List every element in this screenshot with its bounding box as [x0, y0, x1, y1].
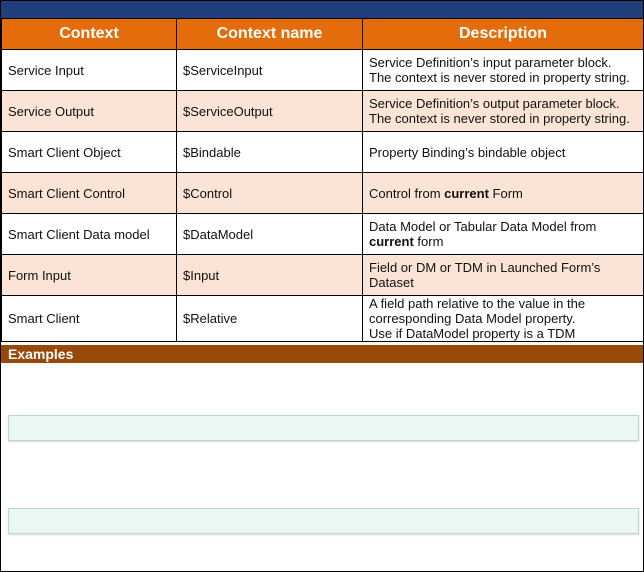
description-text: Use if DataModel property is a TDM [369, 326, 576, 341]
description-emphasis: current [369, 234, 414, 249]
cell-context-name: $Bindable [177, 132, 363, 173]
cell-context-name: $Control [177, 173, 363, 214]
cell-context: Smart Client Object [2, 132, 177, 173]
examples-header: Examples [1, 345, 643, 363]
description-text: Control from [369, 185, 445, 201]
description-text: Field or DM or TDM in Launched Form’s [369, 260, 601, 275]
cell-context: Service Output [2, 91, 177, 132]
cell-context: Smart Client Control [2, 173, 177, 214]
cell-description [363, 255, 644, 296]
cell-context: Service Input [2, 50, 177, 91]
description-text: Service Definition’s input parameter block. [369, 55, 612, 70]
cell-context: Smart Client [2, 296, 177, 342]
table-header-row [2, 19, 644, 50]
cell-description [363, 91, 644, 132]
description-text: Form [488, 185, 523, 201]
cell-context-name: $DataModel [177, 214, 363, 255]
cell-context: Form Input [2, 255, 177, 296]
context-table [1, 18, 644, 342]
header-description: Description [363, 19, 644, 50]
header-context-name: Context name [177, 19, 363, 50]
cell-description [363, 132, 644, 173]
cell-context-name: $Relative [177, 296, 363, 342]
description-text: form [413, 234, 444, 249]
description-text: The context is never stored in property string. [369, 70, 630, 85]
cell-context-name: $ServiceOutput [177, 91, 363, 132]
table-row [2, 91, 644, 132]
cell-context-name: $Input [177, 255, 363, 296]
description-text: Dataset [369, 275, 414, 290]
example-box-1 [8, 415, 639, 441]
header-context: Context [2, 19, 177, 50]
table-row [2, 132, 644, 173]
example-box-2 [8, 508, 639, 534]
cell-description [363, 173, 644, 214]
cell-description [363, 296, 644, 342]
table-row [2, 214, 644, 255]
cell-description [363, 50, 644, 91]
description-emphasis: current [444, 185, 489, 201]
cell-context: Smart Client Data model [2, 214, 177, 255]
cell-context-name: $ServiceInput [177, 50, 363, 91]
cell-description [363, 214, 644, 255]
table-row [2, 50, 644, 91]
table-row [2, 173, 644, 214]
description-text: corresponding Data Model property. [369, 311, 576, 326]
description-text: The context is never stored in property string. [369, 111, 630, 126]
description-text: Property Binding’s bindable object [369, 144, 566, 160]
description-text: A field path relative to the value in the [369, 296, 586, 311]
table-row [2, 255, 644, 296]
table-row [2, 296, 644, 342]
description-text: Service Definition’s output parameter block. [369, 96, 620, 111]
top-title-bar [1, 1, 643, 18]
description-text: Data Model or Tabular Data Model from [369, 219, 597, 234]
